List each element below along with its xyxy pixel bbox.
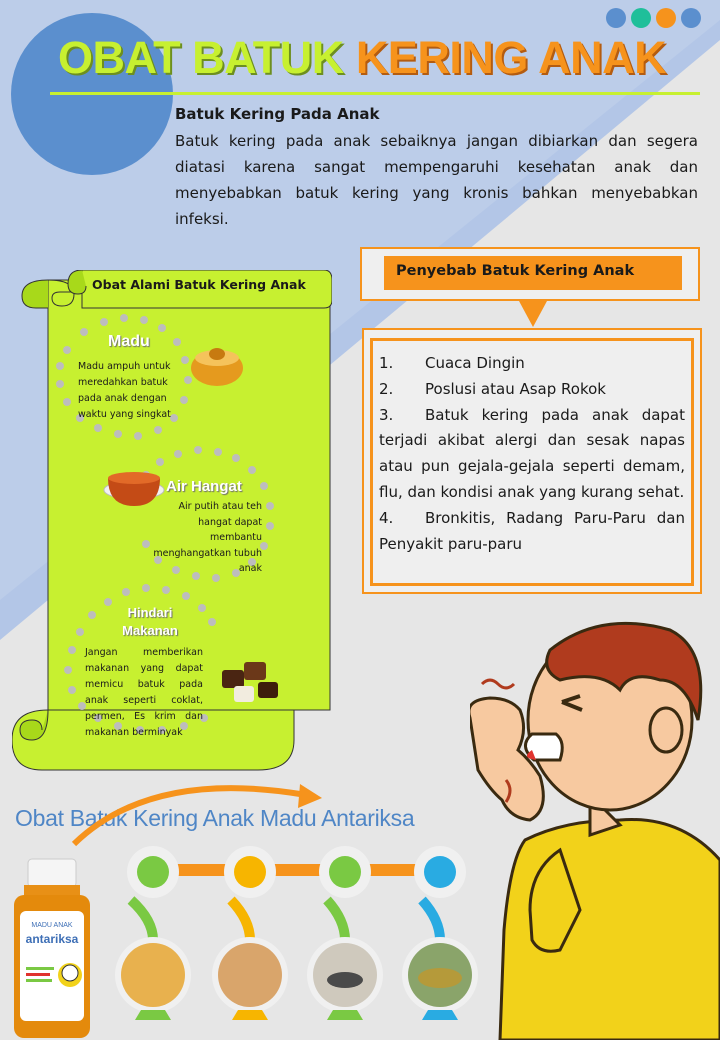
coughing-boy-illustration: [470, 610, 720, 1040]
dot-1: [606, 8, 626, 28]
ingredients-graphic: [105, 840, 485, 1040]
causes-list: [370, 338, 694, 586]
air-hangat-text: Air putih atau teh hangat dapat membantu menghangatkan tubuh anak: [153, 501, 262, 574]
decorative-dots: [606, 8, 701, 28]
page-title: [58, 32, 666, 84]
hindari-text: Jangan memberikan makanan yang dapat memicu batuk pada anak seperti coklat, permen, Es krim dan makanan berminyak: [85, 647, 203, 738]
intro-paragraph: Batuk kering pada anak sebaiknya jangan dibiarkan dan segera diatasi karena sangat mempengaruhi kesehatan anak dan menyebabkan batuk kering yang kronis bahkan menyebabkan infeksi.: [175, 132, 698, 228]
cause-item: 4. Bronkitis, Radang Paru-Paru dan Penyakit paru-paru: [379, 508, 685, 553]
madu-heading: Madu: [108, 333, 150, 350]
product-title: Obat Batuk Kering Anak Madu Antariksa: [15, 805, 415, 831]
bottle-label-top: MADU ANAK: [31, 922, 73, 929]
hindari-heading-line2: Makanan: [122, 623, 178, 638]
remedies-title: Obat Alami Batuk Kering Anak: [92, 277, 306, 292]
dot-3: [656, 8, 676, 28]
hindari-heading: [100, 604, 200, 640]
title-part-2: KERING ANAK: [355, 32, 667, 83]
title-part-1: OBAT BATUK: [58, 32, 344, 83]
cause-item: 1. Cuaca Dingin: [379, 354, 525, 372]
bottle-brand: antariksa: [25, 932, 79, 946]
air-hangat-heading: Air Hangat: [166, 478, 242, 495]
causes-title: Penyebab Batuk Kering Anak: [384, 256, 682, 290]
cause-item: 3. Batuk kering pada anak dapat terjadi akibat alergi dan sesak napas atau pun gejala-gejala seperti demam, flu, dan kondisi anak yang kurang sehat.: [379, 405, 685, 501]
madu-text: Madu ampuh untuk meredahkan batuk pada anak dengan waktu yang singkat: [78, 361, 171, 420]
causes-arrow-icon: [519, 301, 547, 327]
title-underline: [50, 92, 700, 95]
hindari-heading-line1: Hindari: [127, 605, 173, 620]
dot-2: [631, 8, 651, 28]
cause-item: 2. Poslusi atau Asap Rokok: [379, 379, 606, 398]
dot-4: [681, 8, 701, 28]
honey-icon: [191, 348, 243, 386]
product-bottle: [10, 855, 94, 1040]
intro-heading: Batuk Kering Pada Anak: [175, 105, 380, 123]
